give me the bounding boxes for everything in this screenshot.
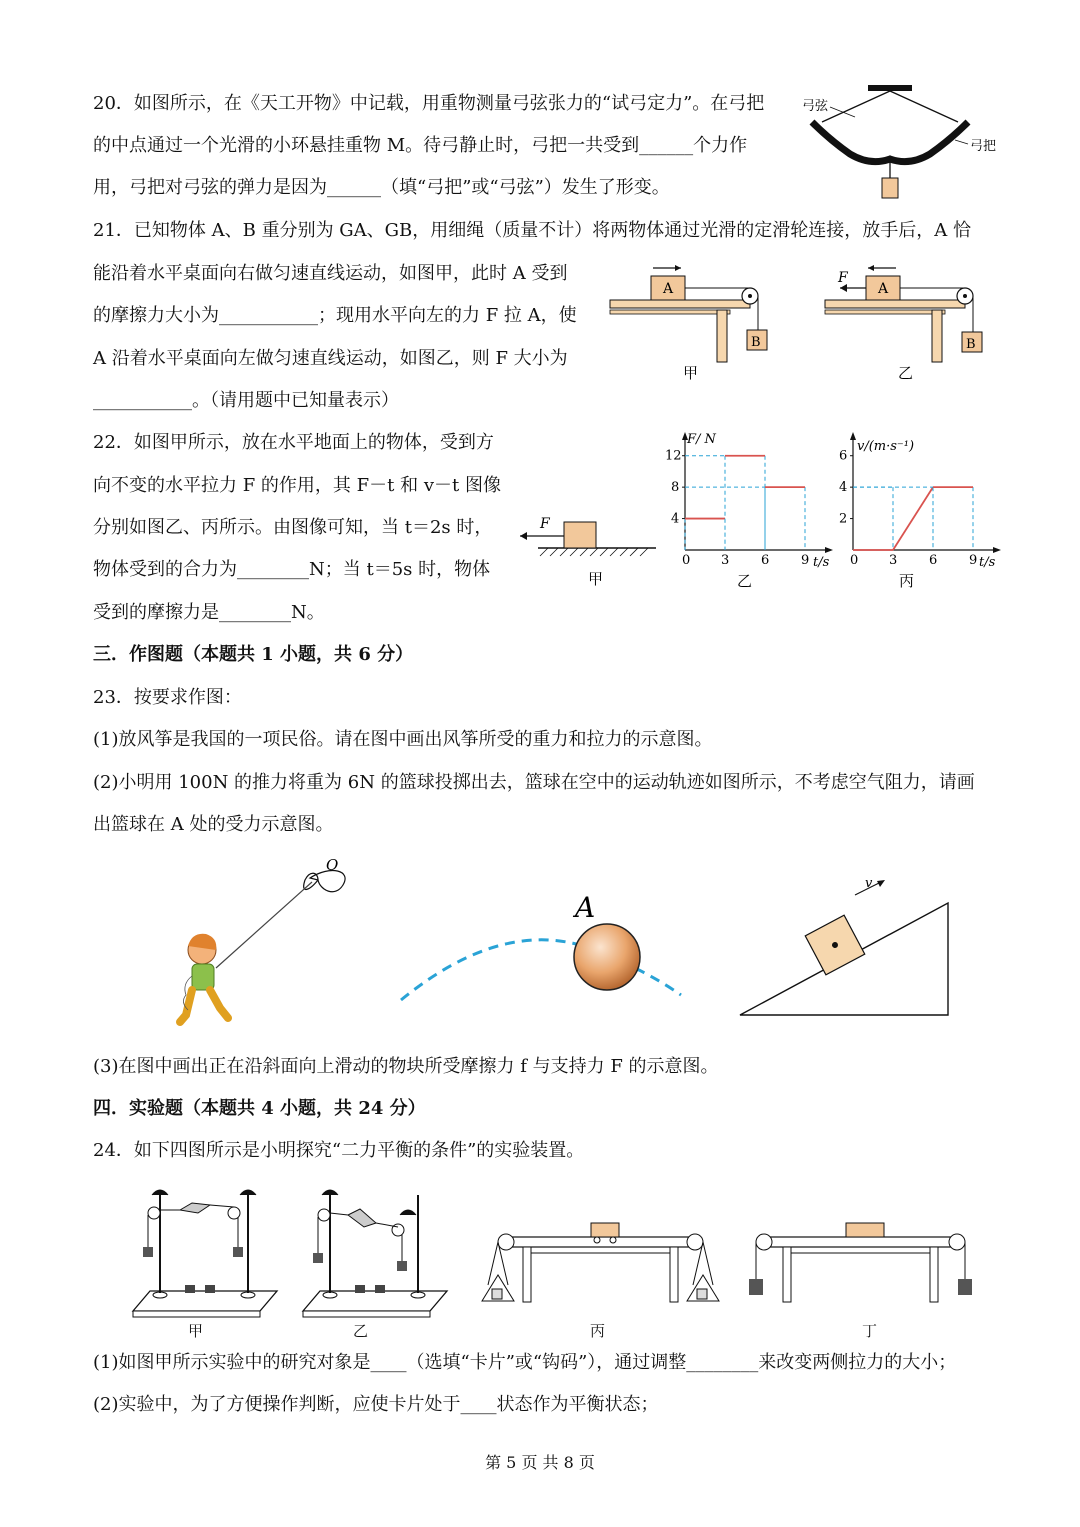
v-t-y-arrow (850, 432, 856, 440)
q20-line3: 用，弓把对弓弦的弹力是因为______（填“弓把”或“弓弦”）发生了形变。 (93, 177, 670, 198)
apparatus-yi (300, 1175, 450, 1340)
f-t-x-tick-label: 9 (801, 553, 810, 568)
incline-v-label: v (865, 876, 873, 891)
force-f-label: F (838, 270, 848, 286)
caption-jia: 甲 (683, 364, 699, 382)
q24-line3: (2)实验中，为了方便操作判断，应使卡片处于____状态作为平衡状态； (93, 1394, 659, 1415)
v-t-x-tick-label: 0 (850, 553, 859, 568)
block-a-label: A (663, 281, 674, 297)
f-t-y-tick-label: 8 (671, 480, 680, 496)
f-t-y-tick-label: 12 (665, 448, 682, 464)
q20-line1: 20．如图所示，在《天工开物》中记载，用重物测量弓弦张力的“试弓定力”。在弓把 (93, 93, 765, 114)
v-t-x-arrow (993, 547, 1001, 553)
section-3-title: 三．作图题（本题共 1 小题，共 6 分） (93, 644, 414, 665)
caption-jia: 甲 (588, 570, 604, 588)
bow-label: 弓把 (970, 139, 997, 154)
kite-figure (160, 850, 360, 1040)
v-t-caption: 丙 (899, 572, 915, 590)
q21-line2: 能沿着水平桌面向右做匀速直线运动，如图甲，此时 A 受到 (93, 263, 568, 284)
f-t-x-tick-label: 0 (682, 553, 691, 568)
f-t-caption: 乙 (737, 572, 753, 590)
force-f-label: F (540, 516, 550, 532)
q23-line4: 出篮球在 A 处的受力示意图。 (93, 814, 334, 835)
q21-line5: ___________。（请用题中已知量表示） (93, 390, 399, 411)
block-b-label: B (966, 337, 976, 352)
q21-line3: 的摩擦力大小为___________；现用水平向左的力 F 拉 A，使 (93, 305, 577, 326)
caption-yi: 乙 (353, 1322, 369, 1340)
ball-a-label: A (575, 891, 596, 924)
q23-line2: (1)放风筝是我国的一项民俗。请在图中画出风筝所受的重力和拉力的示意图。 (93, 729, 713, 750)
v-t-chart (833, 430, 1008, 595)
f-t-chart (665, 430, 840, 595)
q22-line5: 受到的摩擦力是________N。 (93, 602, 325, 623)
apparatus-jia (130, 1175, 280, 1340)
ground-block-figure (518, 510, 660, 592)
v-t-x-tick-label: 3 (889, 553, 898, 568)
v-t-y-tick-label: 2 (839, 511, 848, 527)
bow-figure (800, 82, 1010, 207)
q23-line3: (2)小明用 100N 的推力将重为 6N 的篮球投掷出去，篮球在空中的运动轨迹如图所示，不考虑空气阻力，请画 (93, 772, 975, 793)
q22-line1: 22．如图甲所示，放在水平地面上的物体，受到方 (93, 432, 494, 453)
q21-line1: 21．已知物体 A、B 重分别为 GA、GB，用细绳（质量不计）将两物体通过光滑的定滑轮连接，放手后，A 恰 (93, 220, 971, 241)
apparatus-bing (478, 1215, 723, 1315)
q23-line1: 23．按要求作图： (93, 687, 242, 708)
v-t-x-tick-label: 6 (929, 553, 938, 568)
table-figure-jia (605, 258, 785, 386)
f-t-y-tick-label: 4 (671, 511, 680, 527)
caption-ding: 丁 (862, 1322, 878, 1340)
section-4-title: 四．实验题（本题共 4 小题，共 24 分） (93, 1098, 426, 1119)
kite-o-label: O (326, 856, 339, 874)
v-t-y-tick-label: 6 (839, 448, 848, 464)
caption-bing: 丙 (590, 1322, 606, 1340)
q21-line4: A 沿着水平桌面向左做匀速直线运动，如图乙，则 F 大小为 (93, 348, 568, 369)
table-figure-yi (820, 258, 1000, 386)
v-t-y-tick-label: 4 (839, 480, 848, 496)
v-t-x-tick-label: 9 (969, 553, 978, 568)
caption-jia: 甲 (188, 1322, 204, 1340)
v-t-ylabel: v/(m·s⁻¹) (857, 439, 915, 454)
v-t-xlabel: t/s (979, 555, 996, 570)
apparatus-ding (738, 1215, 983, 1315)
caption-yi: 乙 (898, 364, 914, 382)
bowstring-label: 弓弦 (802, 99, 829, 114)
page-number: 第 5 页 共 8 页 (485, 1453, 595, 1472)
block-a-label: A (878, 281, 889, 297)
f-t-xlabel: t/s (813, 555, 830, 570)
q24-line1: 24．如下四图所示是小明探究“二力平衡的条件”的实验装置。 (93, 1140, 585, 1161)
q20-line2: 的中点通过一个光滑的小环悬挂重物 M。待弓静止时，弓把一共受到______个力作 (93, 135, 748, 156)
q23-line5: (3)在图中画出正在沿斜面向上滑动的物块所受摩擦力 f 与支持力 F 的示意图。 (93, 1056, 719, 1077)
f-t-ylabel: F/ N (687, 432, 716, 447)
ball-trajectory-figure (395, 885, 695, 1015)
q22-line3: 分别如图乙、丙所示。由图像可知，当 t＝2s 时， (93, 517, 493, 538)
v-t-segment-1 (893, 487, 933, 550)
block-b-label: B (751, 335, 761, 350)
f-t-x-tick-label: 6 (761, 553, 770, 568)
f-t-x-arrow (825, 547, 833, 553)
f-t-x-tick-label: 3 (721, 553, 730, 568)
q22-line2: 向不变的水平拉力 F 的作用，其 F－t 和 v－t 图像 (93, 475, 501, 496)
q24-line2: (1)如图甲所示实验中的研究对象是____（选填“卡片”或“钩码”），通过调整________来改变两侧拉力的大小； (93, 1352, 957, 1373)
q22-line4: 物体受到的合力为________N；当 t＝5s 时，物体 (93, 559, 491, 580)
incline-figure (735, 875, 955, 1020)
